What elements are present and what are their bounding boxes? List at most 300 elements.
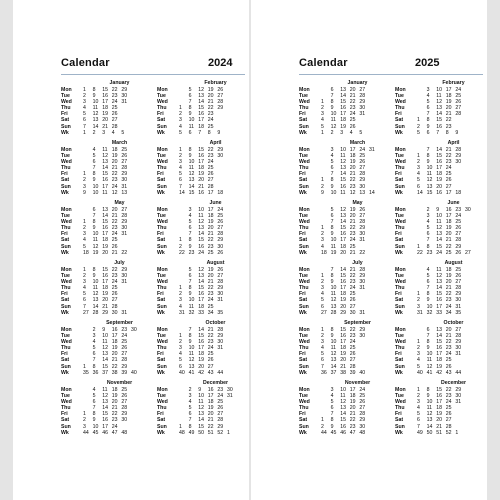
day-cell: 10: [330, 339, 337, 346]
day-cell: 21: [102, 303, 108, 310]
week-number: 45: [92, 429, 99, 436]
week-number: 5: [121, 129, 125, 136]
month-name: June: [447, 200, 460, 206]
day-cell: 15: [340, 225, 346, 232]
day-cell: 12: [330, 351, 337, 358]
day-cell: 9: [92, 417, 96, 424]
row-label: Mon: [61, 327, 72, 333]
month-name: January: [109, 80, 130, 86]
day-cell: 29: [217, 147, 224, 153]
day-cell: 30: [359, 183, 366, 190]
day-cell: 1: [179, 333, 182, 340]
week-number: 22: [121, 249, 128, 256]
day-cell: 10: [340, 387, 346, 393]
day-cell: 27: [349, 303, 356, 310]
day-cell: 17: [436, 351, 442, 358]
month-name: February: [204, 80, 227, 86]
day-cell: 6: [188, 411, 192, 418]
row-label: Sat: [157, 237, 166, 244]
day-cell: 28: [121, 405, 128, 412]
day-cell: 10: [188, 159, 195, 166]
day-cell: 9: [188, 111, 192, 118]
day-cell: 24: [445, 399, 452, 406]
day-cell: 25: [455, 93, 462, 100]
day-cell: 3: [188, 393, 192, 400]
row-label: Sun: [157, 243, 167, 250]
day-cell: 29: [455, 153, 462, 160]
row-label: Sat: [157, 357, 166, 364]
day-cell: 20: [349, 405, 356, 412]
week-number: 48: [359, 429, 366, 436]
month-block: [395, 200, 490, 256]
day-cell: 25: [111, 105, 118, 112]
day-cell: 20: [445, 231, 452, 238]
day-cell: 20: [198, 177, 204, 184]
month-name: August: [206, 260, 225, 266]
day-cell: 6: [92, 399, 96, 406]
month-name: October: [205, 320, 226, 326]
day-cell: 25: [359, 393, 366, 400]
day-cell: 8: [188, 333, 192, 340]
day-cell: 28: [217, 279, 224, 286]
day-cell: 2: [417, 297, 420, 304]
day-cell: 27: [207, 177, 214, 184]
day-cell: 16: [340, 183, 346, 190]
day-cell: 26: [207, 357, 214, 364]
day-cell: 15: [102, 87, 108, 93]
day-cell: 3: [92, 333, 96, 340]
day-cell: 7: [321, 363, 324, 370]
day-cell: 19: [445, 273, 452, 280]
row-label: Wk: [395, 249, 403, 256]
day-cell: 5: [417, 177, 420, 184]
day-cell: 18: [111, 147, 118, 153]
row-label: Sat: [299, 177, 308, 184]
week-number: 47: [349, 429, 356, 436]
day-cell: 7: [83, 123, 86, 130]
row-label: Fri: [299, 291, 306, 298]
day-cell: 21: [340, 363, 346, 370]
day-cell: 23: [349, 231, 356, 238]
day-cell: 13: [340, 405, 346, 412]
row-label: Wed: [395, 219, 406, 226]
day-cell: 15: [436, 339, 442, 346]
day-cell: 24: [111, 183, 118, 190]
week-number: 15: [188, 189, 195, 196]
day-cell: 21: [445, 147, 452, 153]
day-cell: 6: [83, 117, 86, 124]
row-label: Thu: [61, 105, 71, 112]
day-cell: 16: [102, 177, 108, 184]
day-cell: 25: [207, 303, 214, 310]
day-cell: 11: [188, 303, 194, 310]
day-cell: 15: [340, 99, 346, 106]
day-cell: 27: [359, 405, 366, 412]
row-label: Wed: [395, 279, 406, 286]
day-cell: 24: [207, 345, 214, 352]
day-cell: 9: [426, 345, 430, 352]
row-label: Mon: [61, 87, 72, 93]
day-cell: 12: [188, 357, 195, 364]
day-cell: 17: [340, 285, 346, 292]
day-cell: 8: [330, 273, 334, 280]
row-label: Thu: [61, 285, 71, 292]
day-cell: 4: [330, 393, 334, 400]
day-cell: 20: [111, 399, 118, 406]
row-label: Mon: [299, 207, 310, 213]
day-cell: 29: [121, 171, 128, 178]
week-number-row: [299, 310, 394, 316]
day-cell: 28: [111, 123, 118, 130]
row-label: Mon: [61, 267, 72, 273]
day-cell: 16: [102, 93, 108, 100]
day-cell: 9: [426, 393, 430, 400]
row-label: Thu: [61, 405, 71, 412]
row-label: Wed: [61, 159, 72, 166]
day-cell: 2: [417, 393, 420, 400]
day-cell: 10: [426, 351, 433, 358]
row-label: Sun: [157, 123, 167, 130]
day-cell: 6: [92, 159, 96, 166]
day-cell: 27: [349, 357, 356, 364]
day-cell: 18: [102, 105, 108, 112]
row-label: Tue: [157, 213, 166, 220]
week-number: 48: [121, 429, 128, 436]
day-cell: 20: [207, 411, 214, 418]
day-cell: 8: [426, 153, 430, 160]
day-cell: 9: [426, 159, 430, 166]
day-cell: 25: [349, 117, 356, 124]
row-label: Wk: [61, 369, 69, 376]
week-number: 16: [436, 189, 442, 196]
row-label: Tue: [299, 153, 308, 160]
day-cell: 9: [330, 183, 334, 190]
row-label: Wk: [299, 189, 307, 196]
row-label: Sat: [395, 117, 404, 124]
day-cell: 6: [188, 93, 192, 100]
month-name: July: [114, 260, 125, 266]
day-cell: 10: [102, 333, 108, 340]
row-label: Fri: [395, 291, 402, 298]
day-cell: 23: [349, 183, 356, 190]
week-number: 18: [83, 249, 89, 256]
day-cell: 18: [198, 123, 204, 130]
day-cell: 21: [111, 405, 118, 412]
day-cell: 17: [340, 339, 346, 346]
day-cell: 13: [188, 177, 195, 184]
day-cell: 18: [436, 405, 442, 412]
day-cell: 8: [92, 267, 96, 273]
day-cell: 7: [426, 237, 430, 244]
day-cell: 5: [417, 411, 420, 418]
week-number: 27: [321, 309, 327, 316]
page-year: 2024: [208, 57, 233, 69]
day-cell: 28: [349, 363, 356, 370]
day-cell: 15: [436, 291, 442, 298]
day-cell: 23: [349, 333, 356, 340]
day-cell: 10: [92, 183, 99, 190]
row-label: Tue: [61, 393, 70, 400]
day-cell: 4: [321, 243, 324, 250]
day-cell: 29: [217, 285, 224, 292]
day-cell: 3: [426, 213, 430, 220]
day-cell: 12: [198, 405, 204, 412]
day-cell: 20: [436, 183, 442, 190]
row-label: Wk: [61, 129, 69, 136]
day-cell: 30: [359, 279, 366, 286]
day-cell: 15: [198, 237, 204, 244]
day-cell: 14: [188, 183, 195, 190]
row-label: Tue: [157, 273, 166, 280]
day-cell: 11: [340, 393, 346, 400]
row-label: Sun: [299, 243, 309, 250]
day-cell: 1: [179, 147, 182, 153]
week-number: 24: [198, 249, 204, 256]
day-cell: 22: [207, 147, 214, 153]
day-cell: 24: [111, 423, 118, 430]
day-cell: 8: [188, 147, 192, 153]
row-label: Wed: [157, 279, 168, 286]
week-number: 12: [111, 189, 118, 196]
day-cell: 29: [217, 423, 224, 430]
day-cell: 28: [359, 219, 366, 226]
week-number: 42: [198, 369, 204, 376]
day-cell: 13: [330, 357, 337, 364]
day-cell: 31: [359, 111, 366, 118]
day-cell: 16: [102, 225, 108, 232]
day-cell: 7: [92, 357, 96, 364]
day-cell: 2: [179, 243, 182, 250]
day-cell: 9: [102, 327, 106, 333]
day-cell: 2: [83, 177, 86, 184]
day-cell: 12: [102, 153, 108, 160]
week-number: 5: [359, 129, 363, 136]
row-label: Sun: [299, 183, 309, 190]
day-cell: 23: [217, 387, 224, 393]
day-cell: 26: [455, 99, 462, 106]
week-number: 44: [321, 429, 327, 436]
day-cell: 21: [349, 93, 356, 100]
day-cell: 18: [198, 165, 204, 172]
day-cell: 19: [436, 411, 442, 418]
day-cell: 25: [445, 171, 452, 178]
row-label: Wed: [299, 339, 310, 346]
day-cell: 14: [340, 93, 346, 100]
row-label: Sat: [157, 177, 166, 184]
day-cell: 4: [179, 303, 182, 310]
day-cell: 8: [92, 219, 96, 226]
day-cell: 16: [102, 417, 108, 424]
week-number: 9: [83, 189, 86, 196]
week-number: 11: [340, 189, 346, 196]
row-label: Wk: [157, 309, 165, 316]
day-cell: 1: [417, 117, 420, 124]
day-cell: 31: [121, 99, 128, 106]
row-label: Sat: [61, 417, 70, 424]
day-cell: 28: [121, 213, 128, 220]
day-cell: 8: [426, 387, 430, 393]
row-label: Sun: [299, 363, 309, 370]
month-block: [299, 320, 394, 376]
row-label: Fri: [395, 231, 402, 238]
day-cell: 29: [455, 243, 462, 250]
day-cell: 22: [445, 339, 452, 346]
day-cell: 18: [349, 393, 356, 400]
day-cell: 24: [455, 87, 462, 93]
week-number: 14: [417, 189, 423, 196]
day-cell: 8: [330, 327, 334, 333]
row-label: Tue: [395, 333, 404, 340]
day-cell: 29: [217, 105, 224, 112]
month-name: June: [209, 200, 222, 206]
row-label: Sun: [395, 183, 405, 190]
day-cell: 13: [198, 93, 204, 100]
week-number: 22: [417, 249, 423, 256]
row-label: Sat: [395, 297, 404, 304]
day-cell: 26: [445, 363, 452, 370]
row-label: Fri: [61, 351, 68, 358]
day-cell: 19: [207, 87, 214, 93]
row-label: Wk: [157, 189, 165, 196]
week-number: 49: [188, 429, 195, 436]
day-cell: 15: [102, 171, 108, 178]
day-cell: 28: [359, 93, 366, 100]
month-block: [157, 200, 252, 256]
week-number: 40: [179, 369, 185, 376]
week-number-row: [395, 310, 490, 316]
day-cell: 19: [436, 177, 442, 184]
day-cell: 5: [83, 243, 86, 250]
day-cell: 9: [436, 207, 440, 213]
day-cell: 28: [359, 267, 366, 273]
month-block: [299, 80, 394, 136]
day-cell: 15: [198, 105, 204, 112]
day-cell: 10: [330, 111, 337, 118]
row-label: Mon: [299, 147, 310, 153]
week-number: 3: [340, 129, 344, 136]
day-cell: 5: [321, 123, 324, 130]
month-block: [61, 140, 156, 196]
day-cell: 27: [111, 117, 118, 124]
day-cell: 17: [102, 231, 108, 238]
week-number: 23: [188, 249, 195, 256]
row-label: Sun: [61, 123, 71, 130]
day-cell: 21: [445, 237, 452, 244]
day-cell: 22: [445, 153, 452, 160]
week-number: 18: [217, 189, 224, 196]
week-number: 8: [207, 129, 211, 136]
row-label: Wed: [61, 99, 72, 106]
day-cell: 7: [92, 405, 96, 412]
week-number-row: [61, 250, 156, 256]
day-cell: 5: [179, 357, 182, 364]
row-label: Fri: [395, 111, 402, 118]
day-cell: 21: [349, 171, 356, 178]
day-cell: 14: [340, 219, 346, 226]
day-cell: 17: [340, 237, 346, 244]
row-label: Fri: [61, 111, 68, 118]
row-label: Thu: [157, 345, 167, 352]
day-cell: 3: [330, 387, 334, 393]
day-cell: 11: [330, 291, 336, 298]
row-label: Fri: [299, 411, 306, 418]
day-cell: 17: [198, 345, 204, 352]
day-cell: 25: [455, 219, 462, 226]
month-block: [157, 260, 252, 316]
day-cell: 14: [426, 423, 433, 430]
day-cell: 10: [330, 285, 337, 292]
week-number-row: [61, 130, 156, 136]
day-cell: 21: [445, 111, 452, 118]
week-number: 20: [102, 249, 108, 256]
row-label: Tue: [61, 333, 70, 340]
day-cell: 19: [349, 159, 356, 166]
day-cell: 16: [102, 273, 108, 280]
day-cell: 7: [92, 213, 96, 220]
day-cell: 9: [330, 333, 334, 340]
day-cell: 23: [455, 207, 462, 213]
row-label: Thu: [61, 165, 71, 172]
day-cell: 3: [417, 399, 420, 406]
day-cell: 8: [188, 105, 192, 112]
row-label: Wed: [299, 399, 310, 406]
week-number: 13: [121, 189, 128, 196]
day-cell: 24: [349, 237, 356, 244]
day-cell: 16: [436, 159, 442, 166]
day-cell: 8: [426, 291, 430, 298]
day-cell: 15: [340, 177, 346, 184]
day-cell: 12: [426, 411, 433, 418]
day-cell: 2: [83, 273, 86, 280]
row-label: Thu: [299, 165, 309, 172]
row-label: Thu: [395, 225, 405, 232]
day-cell: 5: [179, 171, 182, 178]
row-label: Wed: [61, 219, 72, 226]
row-label: Wk: [395, 189, 403, 196]
week-number: 14: [179, 189, 185, 196]
day-cell: 14: [198, 417, 204, 424]
row-label: Fri: [395, 411, 402, 418]
day-cell: 3: [83, 183, 86, 190]
day-cell: 23: [121, 327, 128, 333]
row-label: Wk: [395, 129, 403, 136]
day-cell: 19: [111, 153, 118, 160]
row-label: Fri: [299, 171, 306, 178]
day-cell: 19: [445, 225, 452, 232]
day-cell: 20: [349, 87, 356, 93]
day-cell: 18: [349, 153, 356, 160]
row-label: Mon: [395, 87, 406, 93]
row-label: Mon: [61, 207, 72, 213]
row-label: Thu: [61, 345, 71, 352]
month-block: [157, 380, 252, 436]
month-name: December: [440, 380, 467, 386]
day-cell: 15: [436, 153, 442, 160]
day-cell: 1: [179, 237, 182, 244]
day-cell: 8: [92, 171, 96, 178]
day-cell: 13: [436, 105, 442, 112]
day-cell: 17: [102, 279, 108, 286]
day-cell: 19: [207, 219, 214, 226]
row-label: Sun: [61, 303, 71, 310]
row-label: Wed: [157, 159, 168, 166]
day-cell: 11: [188, 165, 194, 172]
row-label: Wk: [61, 429, 69, 436]
day-cell: 26: [111, 111, 118, 118]
page-title: Calendar: [299, 57, 348, 69]
day-cell: 6: [92, 351, 96, 358]
day-cell: 21: [111, 357, 118, 364]
